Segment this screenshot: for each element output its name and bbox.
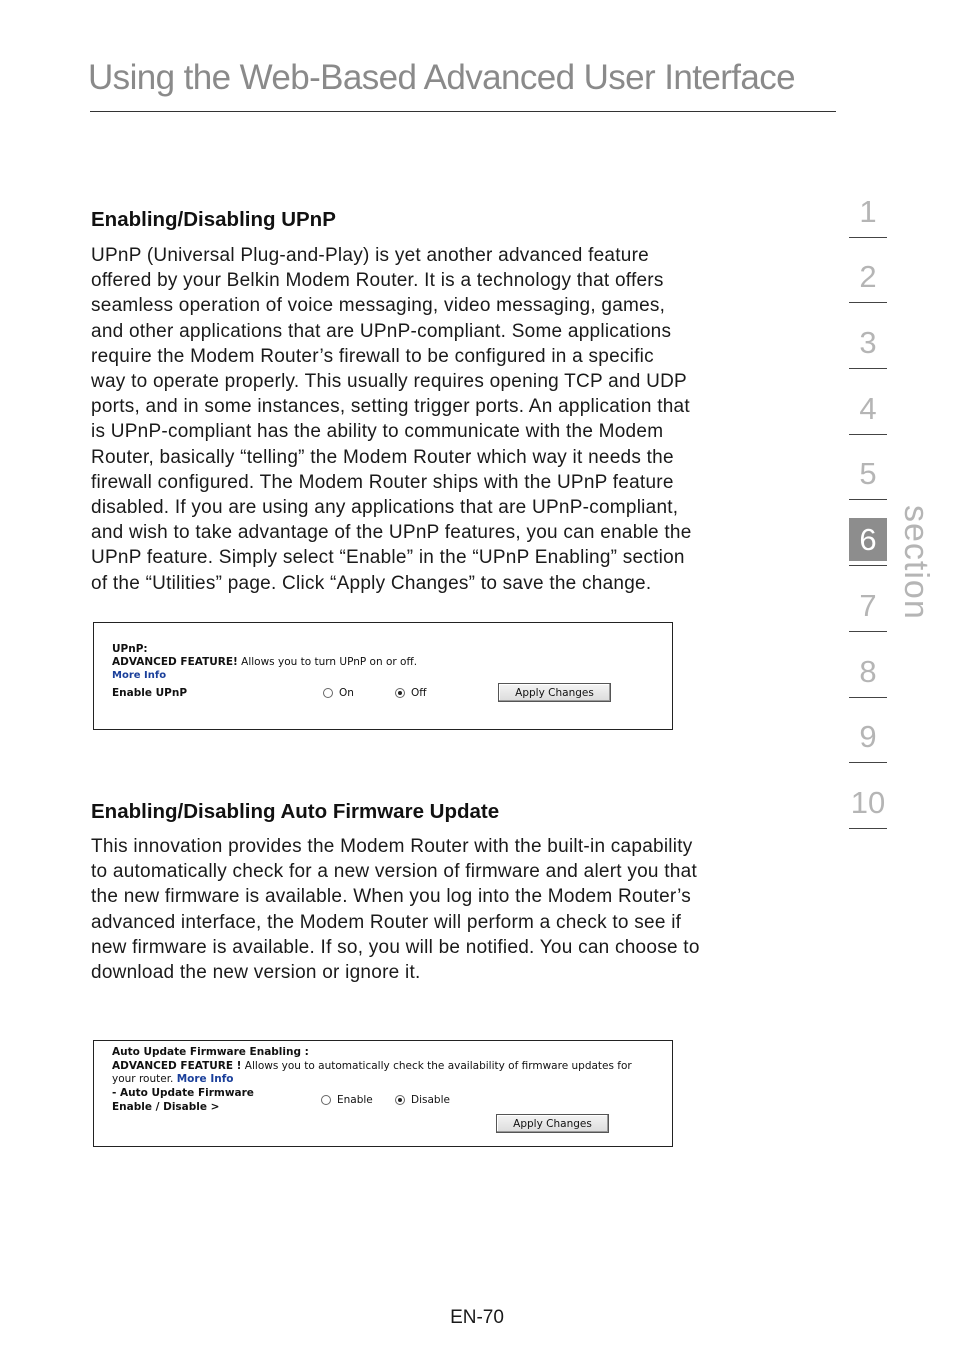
firmware-enable-label: Enable bbox=[337, 1094, 373, 1106]
firmware-disable-label: Disable bbox=[411, 1094, 450, 1106]
firmware-feature-note bbox=[112, 1060, 632, 1072]
title-divider bbox=[90, 111, 836, 112]
upnp-feature-text: Allows you to turn UPnP on or off. bbox=[237, 656, 418, 668]
section-nav-item-10[interactable]: 10 bbox=[849, 763, 887, 829]
firmware-enable-radio[interactable] bbox=[321, 1094, 373, 1106]
section-nav-item-4[interactable]: 4 bbox=[849, 369, 887, 435]
upnp-on-radio[interactable] bbox=[323, 687, 354, 699]
section-nav-item-6[interactable]: 6 bbox=[849, 500, 887, 566]
upnp-off-radio[interactable] bbox=[395, 687, 427, 699]
advanced-feature-label: ADVANCED FEATURE! bbox=[112, 656, 238, 668]
section-nav-item-5[interactable]: 5 bbox=[849, 435, 887, 501]
upnp-apply-changes-button[interactable]: Apply Changes bbox=[498, 683, 611, 702]
section-nav-item-1[interactable]: 1 bbox=[849, 172, 887, 238]
upnp-settings-screenshot bbox=[93, 622, 673, 730]
firmware-feature-note-line2: your router. More Info bbox=[112, 1073, 234, 1085]
upnp-panel-title: UPnP: bbox=[112, 643, 148, 655]
section-nav-item-2[interactable]: 2 bbox=[849, 238, 887, 304]
upnp-heading: Enabling/Disabling UPnP bbox=[91, 208, 336, 231]
page-title: Using the Web-Based Advanced User Interface bbox=[88, 58, 796, 97]
radio-disable-indicator[interactable] bbox=[395, 1095, 405, 1105]
section-nav-item-7[interactable]: 7 bbox=[849, 566, 887, 632]
radio-on-indicator[interactable] bbox=[323, 688, 333, 698]
upnp-on-label: On bbox=[339, 687, 354, 699]
upnp-off-label: Off bbox=[411, 687, 427, 699]
firmware-body-text: This innovation provides the Modem Router with the built-in capability to automatically check for a new version of firmware and alert you that the new firmware is available. When you log into the Modem Router’s advanced interface, the Modem Router will perform a check to see if new firmware is available. If so, you will be notified. You can choose to download the new version or ignore it. bbox=[91, 836, 700, 984]
section-nav-item-3[interactable]: 3 bbox=[849, 303, 887, 369]
upnp-feature-note bbox=[112, 656, 417, 668]
firmware-advanced-feature-label: ADVANCED FEATURE ! bbox=[112, 1060, 242, 1072]
firmware-disable-radio[interactable] bbox=[395, 1094, 450, 1106]
radio-enable-indicator[interactable] bbox=[321, 1095, 331, 1105]
firmware-panel-title: Auto Update Firmware Enabling : bbox=[112, 1046, 309, 1058]
firmware-heading: Enabling/Disabling Auto Firmware Update bbox=[91, 800, 500, 823]
radio-off-indicator[interactable] bbox=[395, 688, 405, 698]
firmware-apply-changes-button[interactable]: Apply Changes bbox=[496, 1114, 609, 1133]
upnp-body-text: UPnP (Universal Plug-and-Play) is yet another advanced feature offered by your Belkin Modem Router. It is a technology that offers seamless operation of voice messaging, video messaging, games, and other applications that are UPnP-compliant. Some applications require the Modem Router’s firewall to be configured in a specific way to operate properly. This usually requires opening TCP and UDP ports, and in some instances, setting trigger ports. An application that is UPnP-compliant has the ability to communicate with the Modem Router, basically “telling” the Modem Router which way it needs the firewall configured. The Modem Router ships with the UPnP feature disabled. If you are using any applications that are UPnP-compliant, and wish to take advantage of the UPnP features, you can enable the UPnP feature. Simply select “Enable” in the “UPnP Enabling” section of the “Utilities” page. Click “Apply Changes” to save the change. bbox=[91, 245, 692, 594]
firmware-settings-screenshot bbox=[93, 1040, 673, 1147]
enable-upnp-label: Enable UPnP bbox=[112, 687, 188, 699]
auto-update-firmware-label: - Auto Update Firmware bbox=[112, 1087, 254, 1099]
section-nav-item-9[interactable]: 9 bbox=[849, 698, 887, 764]
section-nav bbox=[849, 172, 887, 829]
enable-disable-label: Enable / Disable > bbox=[112, 1101, 220, 1113]
section-label: section bbox=[897, 505, 935, 620]
upnp-more-info-link[interactable]: More Info bbox=[112, 670, 167, 681]
section-nav-item-8[interactable]: 8 bbox=[849, 632, 887, 698]
page-number: EN-70 bbox=[450, 1307, 504, 1328]
firmware-more-info-link[interactable]: More Info bbox=[176, 1073, 234, 1085]
firmware-feature-text: Allows you to automatically check the availability of firmware updates for bbox=[241, 1060, 632, 1072]
